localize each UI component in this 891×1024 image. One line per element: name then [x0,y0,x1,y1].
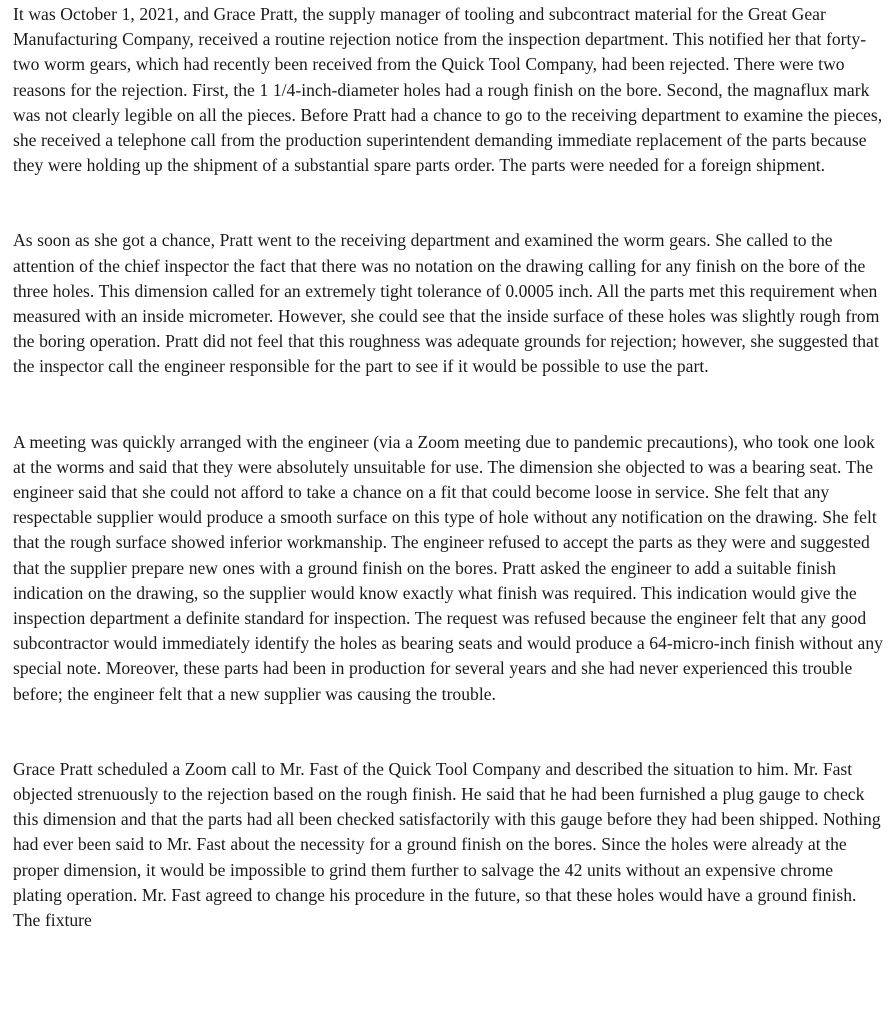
paragraph-engineer-meeting: A meeting was quickly arranged with the engineer (via a Zoom meeting due to pandemic precautions), who took one look at the worms and said that they were absolutely unsuitable for use. The dimension she objected to was a bearing seat. The engineer said that she could not afford to take a chance on a fit that could become loose in service. She felt that any respectable supplier would produce a smooth surface on this type of hole without any notification on the drawing. She felt that the rough surface showed inferior workmanship. The engineer refused to accept the parts as they were and suggested that the supplier prepare new ones with a ground finish on the bores. Pratt asked the engineer to add a suitable finish indication on the drawing, so the supplier would know exactly what finish was required. This indication would give the inspection department a definite standard for inspection. The request was refused because the engineer felt that any good subcontractor would immediately identify the holes as bearing seats and would produce a 64-micro-inch finish without any special note. Moreover, these parts had been in production for several years and she had never experienced this trouble before; the engineer felt that a new supplier was causing the trouble. [13,431,883,704]
document-page [13,2,885,933]
paragraph-spacer [13,380,885,430]
paragraph-spacer [13,178,885,228]
paragraph-spacer [13,707,885,757]
paragraph-supplier-call: Grace Pratt scheduled a Zoom call to Mr. Fast of the Quick Tool Company and described the situation to him. Mr. Fast objected strenuously to the rejection based on the rough finish. He said that he had been furnished a plug gauge to check this dimension and that the parts had all been checked satisfactorily with this gauge before they had been shipped. Nothing had ever been said to Mr. Fast about the necessity for a ground finish on the bores. Since the holes were already at the proper dimension, it would be impossible to grind them further to salvage the 42 units without an expensive chrome plating operation. Mr. Fast agreed to change his procedure in the future, so that these holes would have a ground finish. The fixture [13,758,881,931]
paragraph-receiving-examination: As soon as she got a chance, Pratt went to the receiving department and examined the worm gears. She called to the attention of the chief inspector the fact that there was no notation on the drawing calling for any finish on the bore of the three holes. This dimension called for an extremely tight tolerance of 0.0005 inch. All the parts met this requirement when measured with an inside micrometer. However, she could see that the inside surface of these holes was slightly rough from the boring operation. Pratt did not feel that this roughness was adequate grounds for rejection; however, she suggested that the inspector call the engineer responsible for the part to see if it would be possible to use the part. [13,230,880,377]
paragraph-rejection-notice: It was October 1, 2021, and Grace Pratt, the supply manager of tooling and subcontract material for the Great Gear Manufacturing Company, received a routine rejection notice from the inspection department. This notified her that forty-two worm gears, which had recently been received from the Quick Tool Company, had been rejected. There were two reasons for the rejection. First, the 1 1/4-inch-diameter holes had a rough finish on the bore. Second, the magnaflux mark was not clearly legible on all the pieces. Before Pratt had a chance to go to the receiving department to examine the pieces, she received a telephone call from the production superintendent demanding immediate replacement of the parts because they were holding up the shipment of a substantial spare parts order. The parts were needed for a foreign shipment. [13,4,883,176]
